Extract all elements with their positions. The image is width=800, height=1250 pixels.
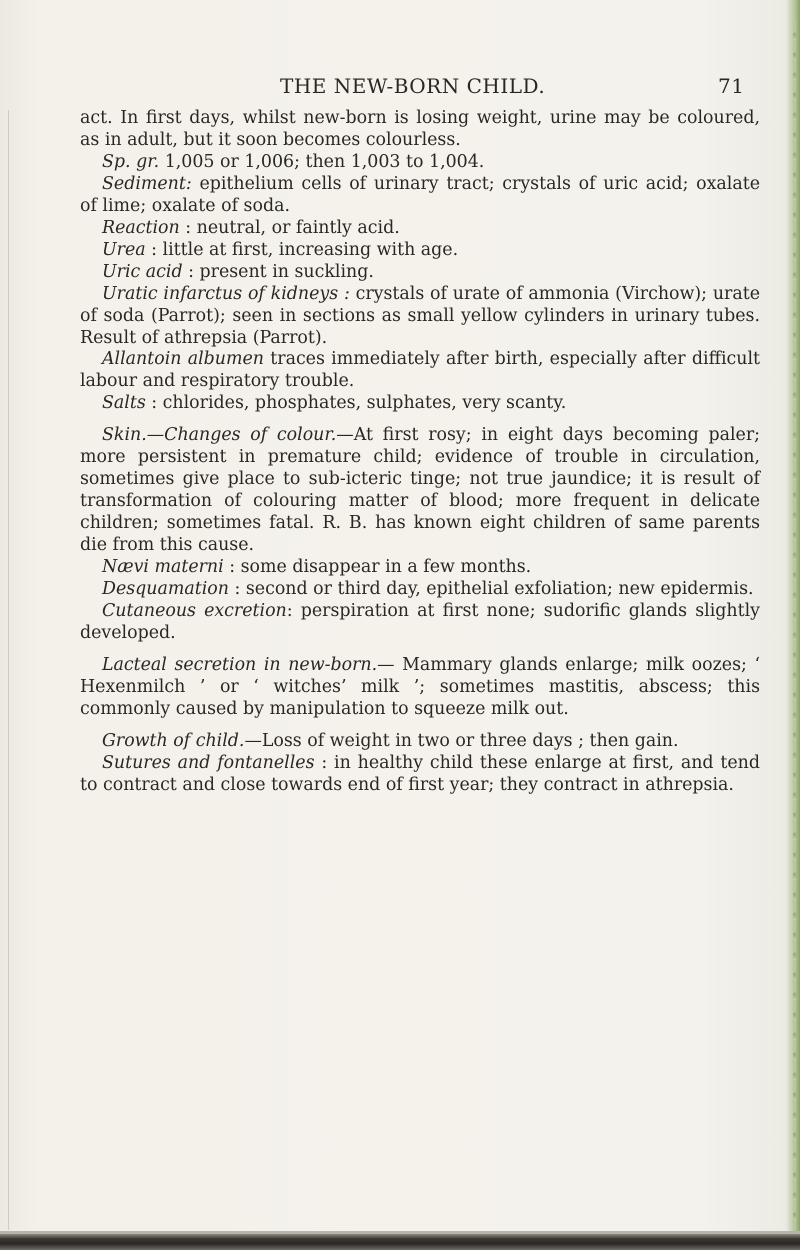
- paragraph-text: : present in suckling.: [182, 261, 374, 282]
- running-title: THE NEW-BORN CHILD.: [280, 74, 546, 98]
- paragraph: [80, 108, 760, 152]
- paragraph: [80, 262, 760, 284]
- page-body: [80, 108, 760, 797]
- paragraph-term: Uric acid: [102, 261, 183, 282]
- paragraph-text: act. In first days, whilst new-born is losing weight, urine may be coloured, as in adult, but it soon becomes colourless.: [80, 108, 760, 150]
- paragraph-text: epithelium cells of urinary tract; crystals of uric acid; oxalate of lime; oxalate of soda.: [80, 173, 760, 216]
- paragraph-text: : perspiration at first none; sudorific glands slightly developed.: [80, 600, 760, 643]
- paragraph: [80, 655, 760, 721]
- paragraph-term: Sp. gr.: [102, 151, 160, 172]
- paragraph-term: Skin.—Changes of colour.: [102, 425, 337, 446]
- paragraph-term: Cutaneous excretion: [102, 600, 287, 621]
- paragraph-text: : chlorides, phosphates, sulphates, very scanty.: [145, 393, 567, 414]
- paragraph: [80, 393, 760, 415]
- paragraph-text: 1,005 or 1,006; then 1,003 to 1,004.: [159, 151, 485, 172]
- paragraph-term: Nævi materni: [102, 557, 224, 578]
- paragraph-term: Urea: [102, 239, 146, 260]
- paragraph-text: —At first rosy; in eight days becoming paler; more persistent in premature child; evidence of trouble in circulation, sometimes give place to sub-icteric tinge; not true jaundice; it is result of transformation of colouring matter of blood; more frequent in delicate children; sometimes fatal. R. B. has known eight children of same parents die from this cause.: [80, 425, 760, 556]
- paragraph-term: Reaction: [102, 217, 180, 238]
- paragraph-text: : neutral, or faintly acid.: [179, 217, 400, 238]
- paragraph-text: —Loss of weight in two or three days ; then gain.: [244, 730, 679, 751]
- page-number: 71: [718, 74, 745, 98]
- page-margin-line: [8, 110, 9, 1230]
- paragraph: [80, 425, 760, 557]
- paragraph-term: Sutures and fontanelles: [102, 752, 315, 773]
- paragraph: [80, 601, 760, 645]
- paragraph-term: Salts: [102, 393, 146, 414]
- paragraph: [80, 152, 760, 174]
- paragraph: [80, 349, 760, 393]
- book-bottom-edge: [0, 1234, 800, 1250]
- running-header: [0, 74, 800, 98]
- paragraph-term: Allantoin albumen: [102, 349, 264, 370]
- paragraph: [80, 218, 760, 240]
- paragraph-term: Sediment:: [102, 173, 192, 194]
- paragraph-text: : little at first, increasing with age.: [145, 239, 459, 260]
- paragraph-text: : second or third day, epithelial exfoliation; new epidermis.: [228, 579, 754, 600]
- paragraph: [80, 240, 760, 262]
- paragraph: [80, 753, 760, 797]
- paragraph: [80, 579, 760, 601]
- paragraph-text: : in healthy child these enlarge at first, and tend to contract and close towards end of first year; they contract in athrepsia.: [80, 752, 760, 795]
- paragraph: [80, 284, 760, 350]
- paragraph-term: Uratic infarctus of kidneys :: [102, 283, 350, 304]
- paragraph-term: Desquamation: [102, 579, 229, 600]
- paragraph-text: — Mammary glands enlarge; milk oozes; ‘ Hexenmilch ’ or ‘ witches’ milk ’; sometimes mastitis, abscess; this commonly caused by manipulation to squeeze milk out.: [80, 654, 760, 719]
- paragraph-text: crystals of urate of ammonia (Virchow); urate of soda (Parrot); seen in sections as small yellow cylinders in urinary tubes. Result of athrepsia (Parrot).: [80, 283, 761, 348]
- paragraph: [80, 174, 760, 218]
- paragraph-term: Growth of child.: [102, 730, 245, 751]
- paragraph: [80, 731, 760, 753]
- paragraph: [80, 557, 760, 579]
- paragraph-text: traces immediately after birth, especially after difficult labour and respiratory trouble.: [80, 349, 760, 392]
- paragraph-term: Lacteal secretion in new-born.: [102, 654, 378, 675]
- book-spine-binding: [793, 20, 796, 1230]
- paragraph-text: : some disappear in a few months.: [223, 557, 532, 578]
